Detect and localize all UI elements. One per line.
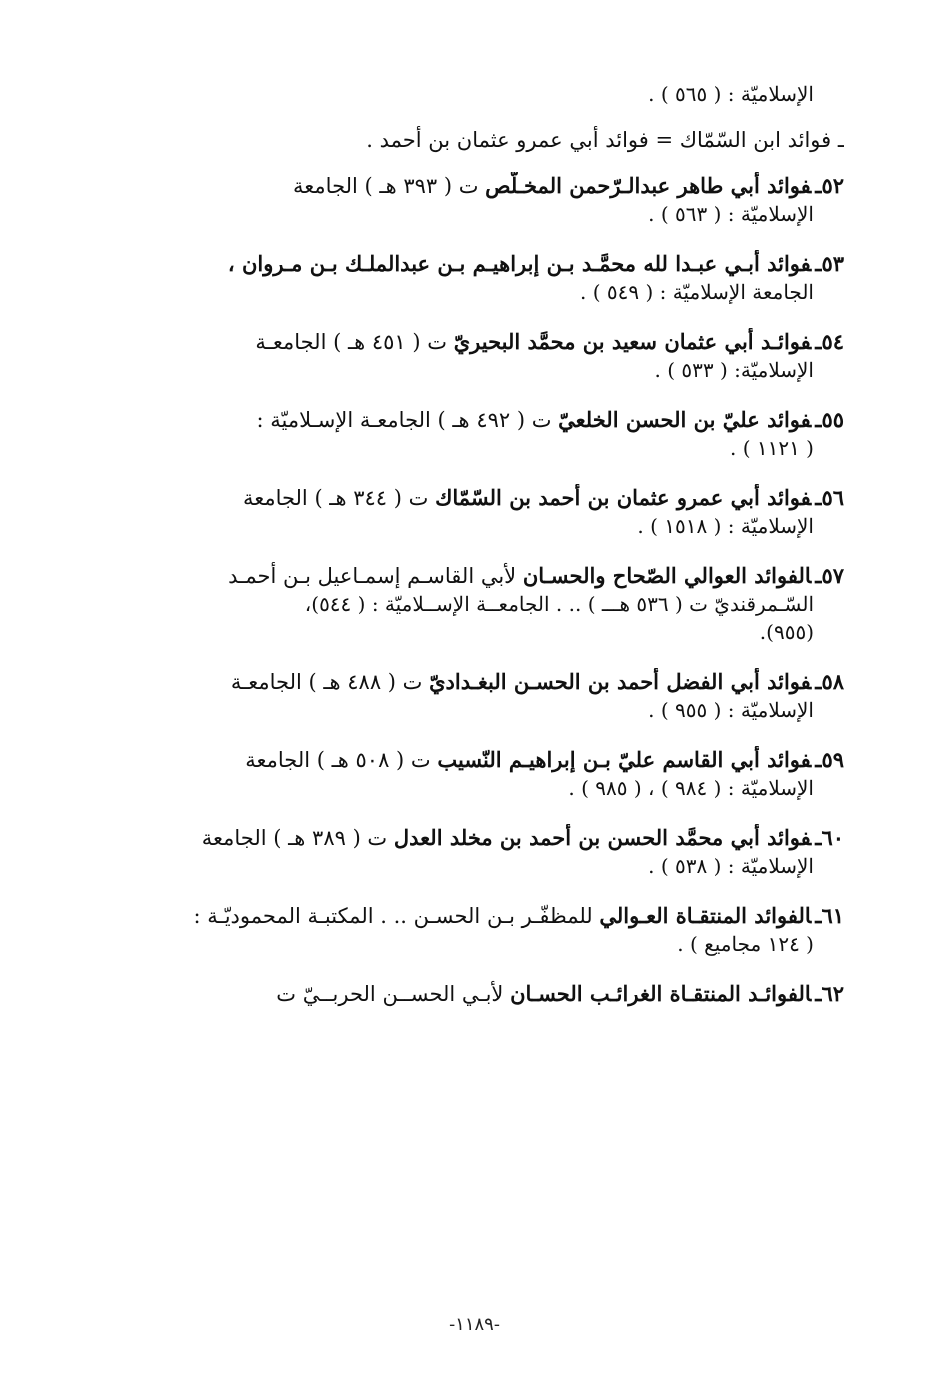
entry-number: ٥٦ـ: [815, 485, 844, 510]
entry-details: ت ( ٥٠٨ هـ ) الجامعة: [245, 748, 438, 772]
entry-title: فوائد أبـي عبـدا لله محمَّـد بـن إبراهيـم بـن عبدالملـك بـن مـروان ،: [227, 251, 812, 276]
entry-title: فوائد أبي الفضل أحمد بن الحسـن البغـداديّ: [429, 669, 812, 694]
entry-title: الفوائد العوالي الصّحاح والحسـان: [522, 563, 812, 588]
entry-line: [118, 562, 844, 590]
entry-title: فوائد أبي محمَّد الحسن بن أحمد بن مخلد العدل: [393, 825, 812, 850]
entry-details: ت ( ٣٤٤ هـ ) الجامعة: [242, 486, 436, 510]
entry-title: فوائد أبي طاهر عبدالـرّحمن المخـلّص: [485, 173, 812, 198]
text-line: ( ١١٢١ ) .: [729, 436, 814, 460]
entry-number: ٥٢ـ: [815, 173, 844, 198]
entry-line: [118, 902, 844, 930]
text-block: [118, 80, 844, 1008]
entry-number: ٥٩ـ: [815, 747, 844, 772]
page-number: -١١٨٩-: [449, 1314, 500, 1335]
entry-number: ٥٥ـ: [815, 407, 844, 432]
entry-details: للمظفّـر بـن الحسـن .. . المكتبـة المحموديّـة :: [193, 904, 600, 928]
entry-details: ت ( ٣٩٣ هـ ) الجامعة: [293, 174, 486, 198]
text-line: ـ فوائد ابن السّمّاك = فوائد أبي عمرو عثمان بن أحمد .: [366, 128, 844, 152]
entry-number: ٦٠ـ: [815, 825, 844, 850]
entry-title: الفوائد المنتقـاة العـوالي: [599, 903, 812, 928]
entry-number: ٥٤ـ: [815, 329, 844, 354]
text-line: الجامعة الإسلاميّة : ( ٥٤٩ ) .: [580, 280, 814, 304]
text-line: الإسلاميّة : ( ٥٦٥ ) .: [648, 82, 814, 106]
entry-details: ت ( ٤٨٨ هـ ) الجامعـة: [230, 670, 430, 694]
entry-line: [118, 746, 844, 774]
entry-line: [118, 668, 844, 696]
entry-line: [118, 172, 844, 200]
entry-title: فوائد أبي عمرو عثمان بن أحمد بن السّمّاك: [435, 485, 812, 510]
text-line: الإسلاميّة : ( ٥٦٣ ) .: [648, 202, 814, 226]
entry-line: [118, 484, 844, 512]
entry-details: ت ( ٤٥١ هـ ) الجامعـة: [255, 330, 454, 354]
entry-line: [118, 328, 844, 356]
entry-number: ٥٨ـ: [815, 669, 844, 694]
entry-number: ٥٧ـ: [815, 563, 844, 588]
entry-title: فوائـد أبي عثمان سعيد بن محمَّد البحيريّ: [453, 329, 812, 354]
text-line: الإسلاميّة: ( ٥٣٣ ) .: [654, 358, 814, 382]
entry-line: [118, 824, 844, 852]
entry-title: فوائد أبي القاسم عليّ بـن إبراهيـم النّسيب: [437, 747, 812, 772]
text-line: الإسلاميّة : ( ٩٨٤ ) ، ( ٩٨٥ ) .: [568, 776, 814, 800]
entry-details: ت ( ٣٨٩ هـ ) الجامعة: [201, 826, 394, 850]
entry-details: لأبي القاسـم إسمـاعيل بـن أحمـد: [228, 564, 523, 588]
entry-details: لأبـي الحســن الحربــيّ ت: [276, 982, 511, 1006]
entry-details: ت ( ٤٩٢ هـ ) الجامعـة الإسـلاميّة :: [256, 408, 559, 432]
entry-number: ٥٣ـ: [815, 251, 844, 276]
text-line: الإسلاميّة : ( ٩٥٥ ) .: [648, 698, 814, 722]
text-line: السّـمرقنديّ ت ( ٥٣٦ هـــ ) .. . الجامعــة الإســلاميّة : ( ٥٤٤)،: [304, 592, 814, 616]
entry-number: ٦١ـ: [815, 903, 844, 928]
text-line: الإسلاميّة : ( ٥٣٨ ) .: [648, 854, 814, 878]
entry-line: [118, 250, 844, 278]
entry-number: ٦٢ـ: [815, 981, 844, 1006]
text-line: (٩٥٥).: [759, 620, 814, 644]
entry-title: الفوائـد المنتقـاة الغرائـب الحسـان: [510, 981, 812, 1006]
entry-line: [118, 980, 844, 1008]
text-line: الإسلاميّة : ( ١٥١٨ ) .: [637, 514, 814, 538]
entry-line: [118, 406, 844, 434]
text-line: ( ١٢٤ مجاميع ) .: [677, 932, 814, 956]
entry-title: فوائد عليّ بن الحسن الخلعيّ: [558, 407, 812, 432]
